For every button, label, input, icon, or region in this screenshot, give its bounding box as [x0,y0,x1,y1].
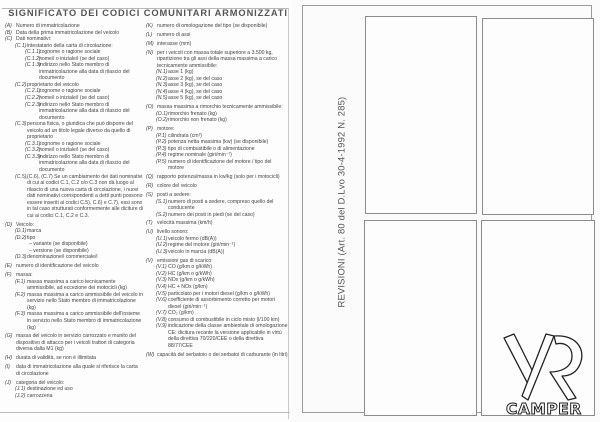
code-label: (P.2) [156,139,167,146]
code-label: (K) [146,23,153,29]
code-label: (C.2.1) [25,88,41,95]
code-label: (S.1) [156,198,168,205]
codes-column-1 [5,23,143,399]
code-label: (S) [146,191,153,198]
code-label: (F.1) [15,278,26,285]
code-label: (V.9) [156,323,167,330]
code-entry [146,32,288,39]
code-label: (B) [5,29,12,36]
code-label: (C.3.2) [25,147,41,154]
code-entry [146,352,288,359]
code-label: (J) [5,379,11,386]
code-label: (G) [5,333,13,340]
code-entry [146,212,288,219]
code-entry [146,117,288,124]
code-description: destinazione ed uso [27,386,73,393]
code-label: (F.3) [15,311,26,318]
code-description: numero di identificazione del motore / tipo del motore [168,158,272,172]
code-description: cilindrata (cm³) [168,132,202,139]
code-description: tipo di combustibile o di alimentazione [168,145,255,152]
code-label: (C.2) [15,81,27,88]
code-label: (D.1) [15,228,27,235]
code-label: (C.3.1) [25,140,41,147]
code-description: posti a sedere: [157,191,191,198]
code-description: massa massima a carico ammissibile del veicolo in servizio nello Stato membro di immatricolazione (kg) [27,291,143,311]
code-description: interasse (mm) [157,40,192,47]
code-description: per i veicoli con massa totale superiore a 3.500 kg, ripartizione tra gli assi della massa massima a carico tecnicamente ammissibile: [157,49,277,69]
code-label: (R) [146,183,154,190]
code-description: rimorchio non frenato (kg) [168,117,227,124]
code-entry [146,297,288,310]
code-description: denominazione/i commerciale/i [27,254,98,261]
revisions-frame [302,5,592,418]
code-entry [5,355,143,362]
code-description: indicazione della classe ambientale di omologazione CE: dicitura recante la versione applicabile in virtù della direttiva 70/220/CEE o della direttiva 88/77/CEE [168,323,288,349]
revision-stamp-box-2 [482,18,594,215]
code-description: tipo [27,234,36,241]
code-entry [5,154,143,174]
code-label: (M) [146,40,154,47]
code-description: rimorchio frenato (kg) [168,110,217,117]
code-description: numero di identificazione del veicolo [16,263,99,270]
code-description: durata di validità, se non è illimitata [16,355,97,362]
code-description: asse 3 (kg), se del caso [168,82,223,89]
code-description: intestatario della carta di circolazione: [27,42,113,49]
code-label: (V.3) [156,277,167,284]
code-description: – variante (se disponibile) [29,241,88,248]
code-label: (N) [146,49,154,56]
code-label: (O) [146,104,154,111]
code-label: (F) [5,272,12,279]
code-entry [5,333,143,353]
code-description: massa massima a carico ammissibile dell'insieme in servizio nello Stato membro di immatricolazione (kg) [27,311,142,331]
code-description: massa massima a carico tecnicamente ammissibile, ad eccezione dei motocicli (kg) [27,278,127,292]
code-label: (C.5), [15,173,28,180]
codes-legend-page [0,0,292,422]
code-label: (C.2.3) [25,101,41,108]
code-description: carrozzeria [27,392,53,399]
code-entry [146,50,288,70]
code-label: (J.2) [15,392,26,399]
code-description: livello sonoro: [157,229,189,236]
code-description: (C.6), (C.7) Se un cambiamento dei dati nominativi di cui ai codici C.1, C.2 o/o C.3 non dà luogo al rilascio di una nuova carta di circolazione, i nuovi dati nominativi corrispondenti a detti punti possono essere inseriti ai codici C.5), C.6) e C.7), essi sono in tal caso strutturati conformemente alle diciture di cui ai codici C.1, C.2 e C.3. [27,173,144,219]
code-entry [5,311,143,331]
code-description: cognome o ragione sociale [39,140,101,147]
code-label: (V.5) [156,290,167,297]
code-label: (U) [146,229,154,236]
code-label: (S.2) [156,211,168,218]
code-description: regime nominale (giri/min⁻¹) [168,152,232,159]
code-description: cognome o ragione sociale [39,49,101,56]
code-description: coefficiente di assorbimento corretto per motori diesel (giri/min⁻¹) [168,297,276,310]
code-label: (E) [5,263,12,270]
code-entry [146,199,288,212]
code-label: (O.1) [156,110,168,117]
code-label: (C.1.1) [25,49,41,56]
code-description: numero dei posti in piedi (se del caso) [168,211,255,218]
code-label: (D) [5,221,13,228]
divider [0,412,290,413]
code-label: (U.1) [156,235,168,242]
code-description: numero di posti a sedere, compreso quello del conducente [168,198,274,212]
code-entry [5,102,143,122]
code-label: (V.2) [156,270,167,277]
code-description: NOx (g/km o g/kWh) [168,277,215,284]
code-description: indirizzo nello Stato membro di immatricolazione alla data di rilascio del documento [39,101,130,121]
code-entry [5,254,143,261]
code-description: numero di assi [157,31,191,38]
code-description: categoria del veicolo: [16,379,65,386]
code-label: (C.2.2) [25,95,41,102]
revision-stamp-box-3 [364,220,477,416]
code-label: (U.2) [156,242,168,249]
code-label: (C) [5,36,13,43]
code-label: (F.2) [15,291,26,298]
code-label: (V.1) [156,264,167,271]
code-entry [5,263,143,270]
code-label: (W) [146,351,155,358]
code-entry [5,121,143,141]
code-description: indirizzo nello Stato membro di immatricolazione alla data di rilascio del documento [39,153,130,174]
code-description: indirizzo nello Stato membro di immatricolazione alla data di rilascio del documento [39,62,130,82]
code-description: potenza netta massima (kw) (se disponibile) [168,139,269,146]
code-label: (V.6) [156,297,167,304]
code-label: (P.4) [156,152,167,159]
code-label: (V.4) [156,283,167,290]
code-entry [5,364,143,377]
code-entry [146,159,288,172]
code-description: massa: [16,272,33,279]
code-entry [5,393,143,400]
code-label: (V.7) [156,310,167,317]
code-description: regime del motore (giri/min⁻¹) [168,242,236,249]
code-description: nome/i o iniziale/i (se del caso) [39,55,110,62]
code-label: (T) [146,220,153,227]
code-label: (P.3) [156,145,167,152]
code-description: numero di omologazione del tipo (se disponibile) [157,23,268,29]
code-entry [146,41,288,48]
code-label: (C.1.2) [25,55,41,62]
code-entry [5,174,143,220]
code-label: (D.2) [15,234,27,241]
code-description: rapporto potenza/massa in kw/kg (solo per i motocicli) [157,174,280,181]
code-entry [5,279,143,292]
code-description: asse 2 (kg), se del caso [168,75,223,82]
code-description: asse 4 (kg), se del caso [168,88,223,95]
code-description: motore: [157,126,175,133]
revisions-page [292,0,600,422]
logo-wordmark: CAMPER [506,400,582,418]
code-description: asse 1 (kg) [168,69,194,76]
code-label: (I) [5,364,10,371]
code-label: (C.1.3) [25,62,41,69]
code-description: Dati nominativi: [16,36,52,43]
code-description: massa del veicolo in servizio carrozzato e munito del dispositivo di attacco per i veicoli trattori di categoria diversa dalla M1 (kg) [16,333,137,353]
code-label: (V) [146,257,153,264]
code-description: massa massima a rimorchio tecnicamente ammissibile: [157,104,283,111]
code-label: (J.1) [15,386,26,393]
code-description: veicolo fermo (dB(A)) [168,235,217,242]
code-description: proprietario del veicolo [27,81,79,88]
code-label: (V.8) [156,316,167,323]
code-entry [146,220,288,227]
code-description: nome/i o iniziale/i (se del caso) [39,147,110,154]
code-entry [146,249,288,256]
code-label: (A) [5,23,12,29]
code-label: (N.1) [156,69,168,76]
code-description: Data della prima immatricolazione del veicolo [16,29,120,36]
page-title: SIGNIFICATO DEI CODICI COMUNITARI ARMONIZZATI [8,8,288,18]
code-label: (P) [146,126,153,133]
code-description: persona fisica, o giuridica che può disporre del veicolo ad un titolo legale diverso da quello di proprietario [27,121,134,141]
code-description: HC + NOx (g/km) [168,283,208,290]
revision-stamp-box-1 [365,16,477,214]
code-description: veicolo in marcia (dB(A)) [168,248,225,255]
code-label: (P.1) [156,132,167,139]
code-label: (P.5) [156,158,167,165]
code-description: Numero di immatricolazione [16,23,80,29]
code-entry [5,62,143,82]
code-description: – versione (se disponibile) [29,247,89,254]
code-description: emissioni gas di scarico: [157,257,213,264]
code-label: (D.3) [15,254,27,261]
code-label: (C.3) [15,121,27,128]
code-label: (C.1) [15,42,27,49]
code-entry [146,174,288,181]
code-description: velocità massima (km/h) [157,220,213,227]
revisions-label: REVISIONI (Art. 80 del D.Lvo 30-4-1992 N. 285) [335,96,347,308]
codes-column-2 [146,23,288,358]
code-entry [146,183,288,190]
code-entry [5,292,143,312]
code-description: asse 5 (kg), se del caso [168,95,223,102]
code-description: nome/i o iniziale/i (se del caso) [39,95,110,102]
code-description: consumo di combustibile in ciclo misto (l/100 km) [168,316,280,323]
code-description: data di immatricolazione alla quale si riferisce la carta di circolazione [16,364,138,377]
code-label: (O.2) [156,117,168,124]
code-label: (N.5) [156,95,168,102]
code-label: (C.3.3) [25,153,41,160]
code-description: Veicolo: [16,221,35,228]
code-label: (H) [5,355,13,362]
code-label: (N.2) [156,75,168,82]
code-label: (N.3) [156,82,168,89]
code-description: colore del veicolo [157,183,197,190]
code-entry [146,95,288,102]
code-entry [146,23,288,30]
code-label: (N.4) [156,88,168,95]
code-entry [146,323,288,349]
code-description: CO₂ (g/km) [168,310,194,317]
code-description: cognome o ragione sociale [39,88,101,95]
code-description: marca [27,228,42,235]
code-description: capacità del serbatoio o dei serbatoi di carburante (in litri) [157,351,288,358]
code-description: HC (g/km o g/kWh) [168,270,212,277]
code-label: (Q) [146,174,154,181]
code-label: (U.3) [156,248,168,255]
code-description: particolato per i motori diesel (g/km o g/kWh) [168,290,270,297]
code-description: CO (g/km o g/kWh) [168,264,212,271]
code-label: (L) [146,31,153,38]
